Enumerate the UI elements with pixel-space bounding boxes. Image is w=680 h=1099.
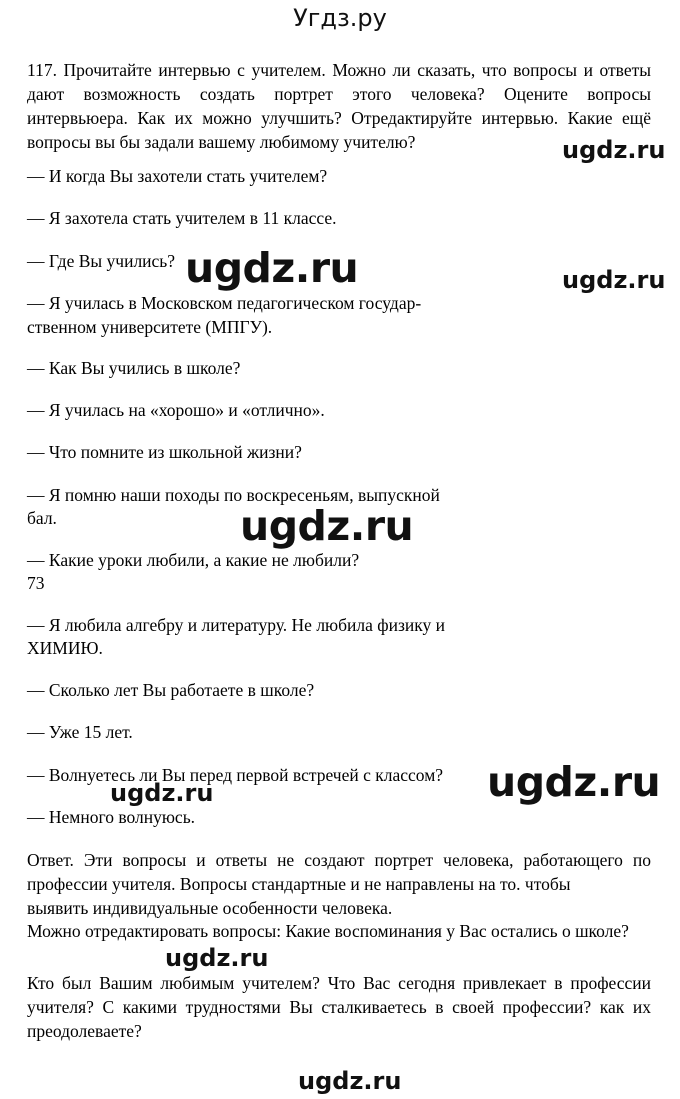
- interview-line: — Что помните из школьной жизни?: [27, 442, 302, 462]
- watermark: ugdz.ru: [562, 136, 666, 164]
- interview-line: — Я училась на «хорошо» и «отлично».: [27, 400, 325, 420]
- interview-line: — Я любила алгебру и литературу. Не любила физику и: [27, 615, 446, 635]
- interview-line: — Какие уроки любили, а какие не любили?: [27, 550, 360, 570]
- watermark: ugdz.ru: [487, 758, 661, 806]
- site-header: Угдз.ру: [293, 4, 387, 32]
- task-text: 117. Прочитайте интервью с учителем. Можно ли сказать, что вопросы и ответы дают возможность создать портрет этого человека? Оцените вопросы интервьюера. Как их можно улучшить? Отредактируйте интервью. Какие ещё вопросы вы бы задали вашему любимому учителю?: [27, 60, 651, 152]
- interview-line: — Я помню наши походы по воскресеньям, выпускной: [27, 485, 440, 505]
- answer-paragraph: Можно отредактировать вопросы: Какие воспоминания у Вас остались о школе?: [27, 921, 629, 941]
- interview-line: — Где Вы учились?: [27, 251, 176, 271]
- watermark: ugdz.ru: [110, 779, 214, 807]
- interview-line: — Я захотела стать учителем в 11 классе.: [27, 208, 337, 228]
- interview-line: ственном университете (МПГУ).: [27, 317, 273, 337]
- answer-paragraph: Кто был Вашим любимым учителем? Что Вас сегодня привлекает в профессии учителя? С какими трудностями Вы сталкиваетесь в своей профессии? как их преодолеваете?: [27, 973, 651, 1041]
- interview-line: ХИМИЮ.: [27, 638, 103, 658]
- interview-line: — Уже 15 лет.: [27, 722, 133, 742]
- interview-line: бал.: [27, 508, 57, 528]
- interview-line: — И когда Вы захотели стать учителем?: [27, 166, 328, 186]
- watermark: ugdz.ru: [165, 944, 269, 972]
- interview-line: — Я училась в Московском педагогическом государ-: [27, 293, 422, 313]
- interview-line: — Сколько лет Вы работаете в школе?: [27, 680, 315, 700]
- page-number: 73: [27, 573, 45, 593]
- interview-line: — Волнуетесь ли Вы перед первой встречей с классом?: [27, 765, 444, 785]
- watermark: ugdz.ru: [240, 502, 414, 550]
- footer-site: ugdz.ru: [298, 1067, 402, 1095]
- answer-paragraph: Ответ. Эти вопросы и ответы не создают портрет человека, работающего по профессии учителя. Вопросы стандартные и не направлены на то. чтобы: [27, 850, 651, 894]
- watermark: ugdz.ru: [562, 266, 666, 294]
- answer-paragraph-end: выявить индивидуальные особенности человека.: [27, 898, 393, 918]
- interview-line: — Как Вы учились в школе?: [27, 358, 241, 378]
- interview-line: — Немного волнуюсь.: [27, 807, 196, 827]
- watermark: ugdz.ru: [185, 244, 359, 292]
